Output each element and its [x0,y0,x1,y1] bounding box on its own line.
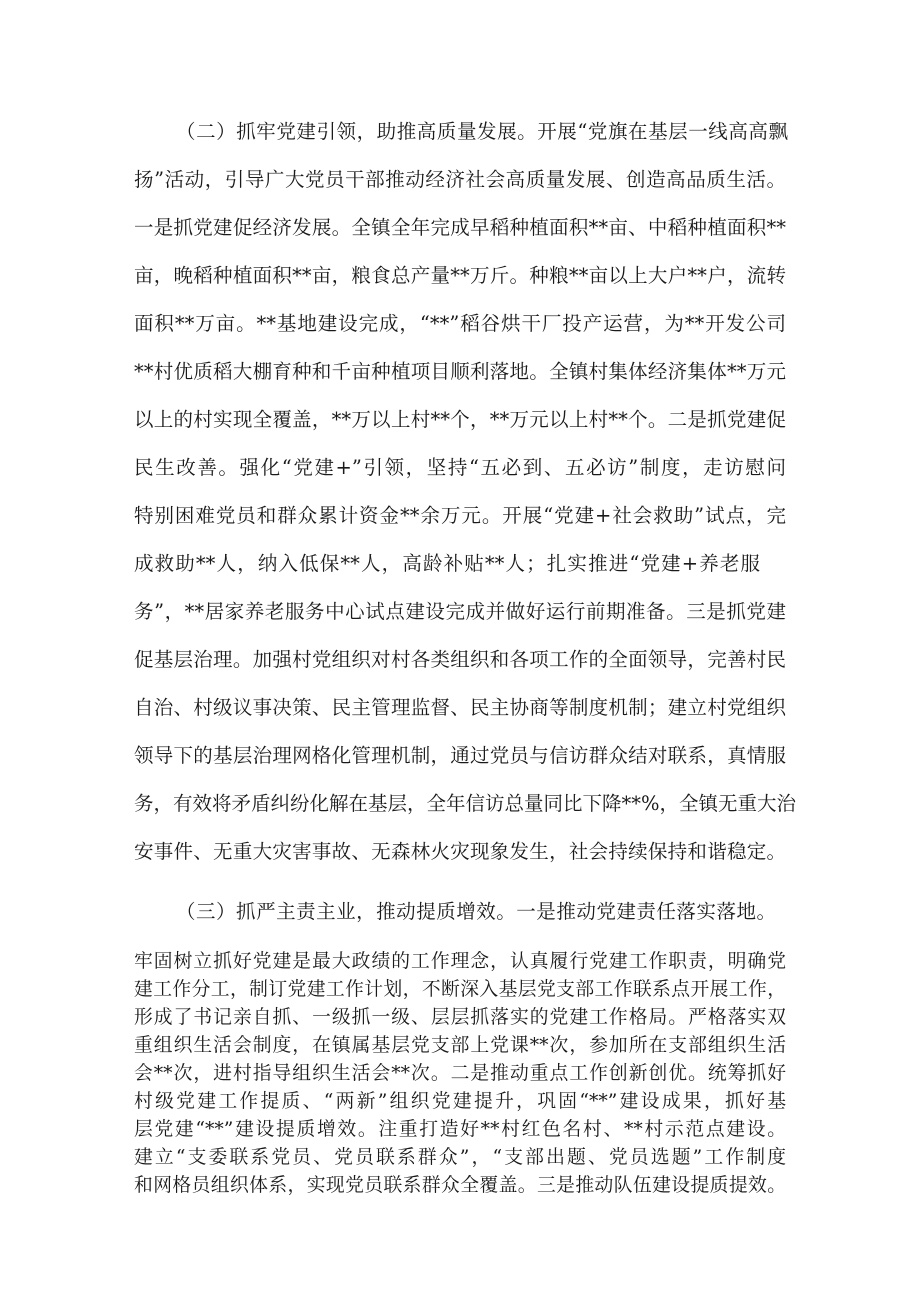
text-line: 和网格员组织体系，实现党员联系群众全覆盖。三是推动队伍建设提质提效。 [134,1175,786,1196]
text-line: 层党建“**”建设提质增效。注重打造好**村红色名村、**村示范点建设。 [134,1119,786,1140]
text-line: 形成了书记亲自抓、一级抓一级、层层抓落实的党建工作格局。严格落实双 [134,1007,786,1028]
text-line: 亩，晚稻种植面积**亩，粮食总产量**万斤。种粮**亩以上大户**户，流转 [134,264,786,287]
text-line: **村优质稻大棚育种和千亩种植项目顺利落地。全镇村集体经济集体**万元 [134,360,786,383]
text-line: 特别困难党员和群众累计资金**余万元。开展“党建+社会救助”试点，完 [134,504,786,527]
text-line: 村级党建工作提质、“两新”组织党建提升，巩固“**”建设成果，抓好基 [134,1091,786,1112]
text-line: 务”，**居家养老服务中心试点建设完成并做好运行前期准备。三是抓党建 [134,600,786,623]
text-line: 会**次，进村指导组织生活会**次。二是推动重点工作创新创优。统筹抓好 [134,1063,786,1084]
section-3-heading: （三）抓严主责主业，推动提质增效。一是推动党建责任落实落地。 [176,900,776,923]
text-line: （二）抓牢党建引领，助推高质量发展。开展“党旗在基层一线高高飘 [176,120,788,143]
text-line: 扬”活动，引导广大党员干部推动经济社会高质量发展、创造高品质生活。 [134,168,786,191]
text-line: 促基层治理。加强村党组织对村各类组织和各项工作的全面领导，完善村民 [134,648,786,671]
text-line: 建立“支委联系党员、党员联系群众”，“支部出题、党员选题”工作制度 [134,1147,786,1168]
text-line: 自治、村级议事决策、民主管理监督、民主协商等制度机制；建立村党组织 [134,696,786,719]
text-line: 民生改善。强化“党建+”引领，坚持“五必到、五必访”制度，走访慰问 [134,456,786,479]
text-line: 成救助**人，纳入低保**人，高龄补贴**人；扎实推进“党建+养老服 [134,552,760,575]
text-line: 务，有效将矛盾纠纷化解在基层，全年信访总量同比下降**%，全镇无重大治 [134,792,797,815]
text-line: 以上的村实现全覆盖，**万以上村**个，**万元以上村**个。二是抓党建促 [134,408,786,431]
text-line: 牢固树立抓好党建是最大政绩的工作理念，认真履行党建工作职责，明确党 [134,951,786,972]
text-line: 领导下的基层治理网格化管理机制，通过党员与信访群众结对联系，真情服 [134,744,786,767]
text-line: 一是抓党建促经济发展。全镇全年完成早稻种植面积**亩、中稻种植面积** [134,216,786,239]
text-line: 安事件、无重大灾害事故、无森林火灾现象发生，社会持续保持和谐稳定。 [134,840,786,863]
text-line: 建工作分工，制订党建工作计划，不断深入基层党支部工作联系点开展工作， [134,979,786,1000]
text-line: 重组织生活会制度，在镇属基层党支部上党课**次，参加所在支部组织生活 [134,1035,786,1056]
text-line: 面积**万亩。**基地建设完成，“**”稻谷烘干厂投产运营，为**开发公司 [134,312,786,335]
